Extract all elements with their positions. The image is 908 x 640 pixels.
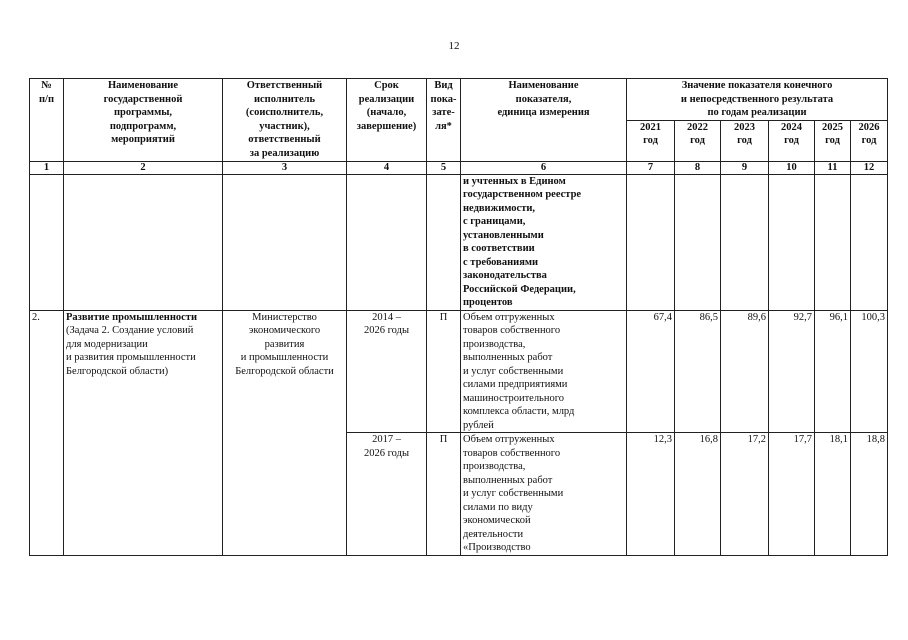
value-2026: 100,3 <box>851 310 888 433</box>
table-row-continued <box>30 174 888 310</box>
value-2023: 17,2 <box>721 433 769 556</box>
value-2023: 89,6 <box>721 310 769 433</box>
empty-cell <box>851 174 888 310</box>
column-number: 6 <box>461 161 627 174</box>
row-number: 2. <box>30 310 64 555</box>
column-number: 7 <box>627 161 675 174</box>
empty-cell <box>427 174 461 310</box>
column-number: 10 <box>769 161 815 174</box>
program-name-title: Развитие промышленности <box>66 311 198 323</box>
column-number: 1 <box>30 161 64 174</box>
value-2025: 18,1 <box>815 433 851 556</box>
empty-cell <box>223 174 347 310</box>
header-num: № п/п <box>30 79 64 162</box>
indicator-name-continued: и учтенных в Едином государственном реестре недвижимости, с границами, установленными в соответствии с требованиями законодательства Российской Федерации, процентов <box>461 174 627 310</box>
table-row-2 <box>30 310 888 433</box>
header-executor: Ответственный исполнитель (соисполнитель, участник), ответственный за реализацию <box>223 79 347 162</box>
responsible-executor: Министерство экономического развития и промышленности Белгородской области <box>223 310 347 555</box>
implementation-term: 2014 – 2026 годы <box>347 310 427 433</box>
header-term: Срок реализации (начало, завершение) <box>347 79 427 162</box>
header-year: 2023 год <box>721 120 769 161</box>
header-year: 2026 год <box>851 120 888 161</box>
column-number: 8 <box>675 161 721 174</box>
header-year: 2024 год <box>769 120 815 161</box>
column-number: 3 <box>223 161 347 174</box>
indicator-type: П <box>427 433 461 556</box>
empty-cell <box>769 174 815 310</box>
column-number: 2 <box>64 161 223 174</box>
column-number: 11 <box>815 161 851 174</box>
empty-cell <box>64 174 223 310</box>
column-number: 9 <box>721 161 769 174</box>
value-2024: 92,7 <box>769 310 815 433</box>
header-year: 2025 год <box>815 120 851 161</box>
indicator-name: Объем отгруженных товаров собственного производства, выполненных работ и услуг собственными силами по виду экономической деятельности «Производство <box>461 433 627 556</box>
program-indicators-table <box>29 78 888 556</box>
column-number: 12 <box>851 161 888 174</box>
header-row <box>30 79 888 121</box>
empty-cell <box>815 174 851 310</box>
value-2025: 96,1 <box>815 310 851 433</box>
value-2022: 86,5 <box>675 310 721 433</box>
indicator-type: П <box>427 310 461 433</box>
header-year: 2021 год <box>627 120 675 161</box>
header-indicator-type: Вид пока- зате- ля* <box>427 79 461 162</box>
column-number: 5 <box>427 161 461 174</box>
header-year: 2022 год <box>675 120 721 161</box>
empty-cell <box>675 174 721 310</box>
program-name-cell <box>64 310 223 555</box>
column-numbers-row <box>30 161 888 174</box>
program-name-task: (Задача 2. Создание условий для модернизации и развития промышленности Белгородской области) <box>66 325 196 377</box>
header-program-name: Наименование государственной программы, подпрограмм, мероприятий <box>64 79 223 162</box>
indicator-name: Объем отгруженных товаров собственного производства, выполненных работ и услуг собственными силами предприятиями машиностроительного комплекса области, млрд рублей <box>461 310 627 433</box>
empty-cell <box>627 174 675 310</box>
value-2021: 12,3 <box>627 433 675 556</box>
header-values-group: Значение показателя конечного и непосредственного результата по годам реализации <box>627 79 888 121</box>
value-2026: 18,8 <box>851 433 888 556</box>
value-2024: 17,7 <box>769 433 815 556</box>
value-2021: 67,4 <box>627 310 675 433</box>
value-2022: 16,8 <box>675 433 721 556</box>
empty-cell <box>721 174 769 310</box>
page-number: 12 <box>448 40 460 52</box>
empty-cell <box>30 174 64 310</box>
column-number: 4 <box>347 161 427 174</box>
implementation-term: 2017 – 2026 годы <box>347 433 427 556</box>
empty-cell <box>347 174 427 310</box>
header-indicator-name: Наименование показателя, единица измерения <box>461 79 627 162</box>
